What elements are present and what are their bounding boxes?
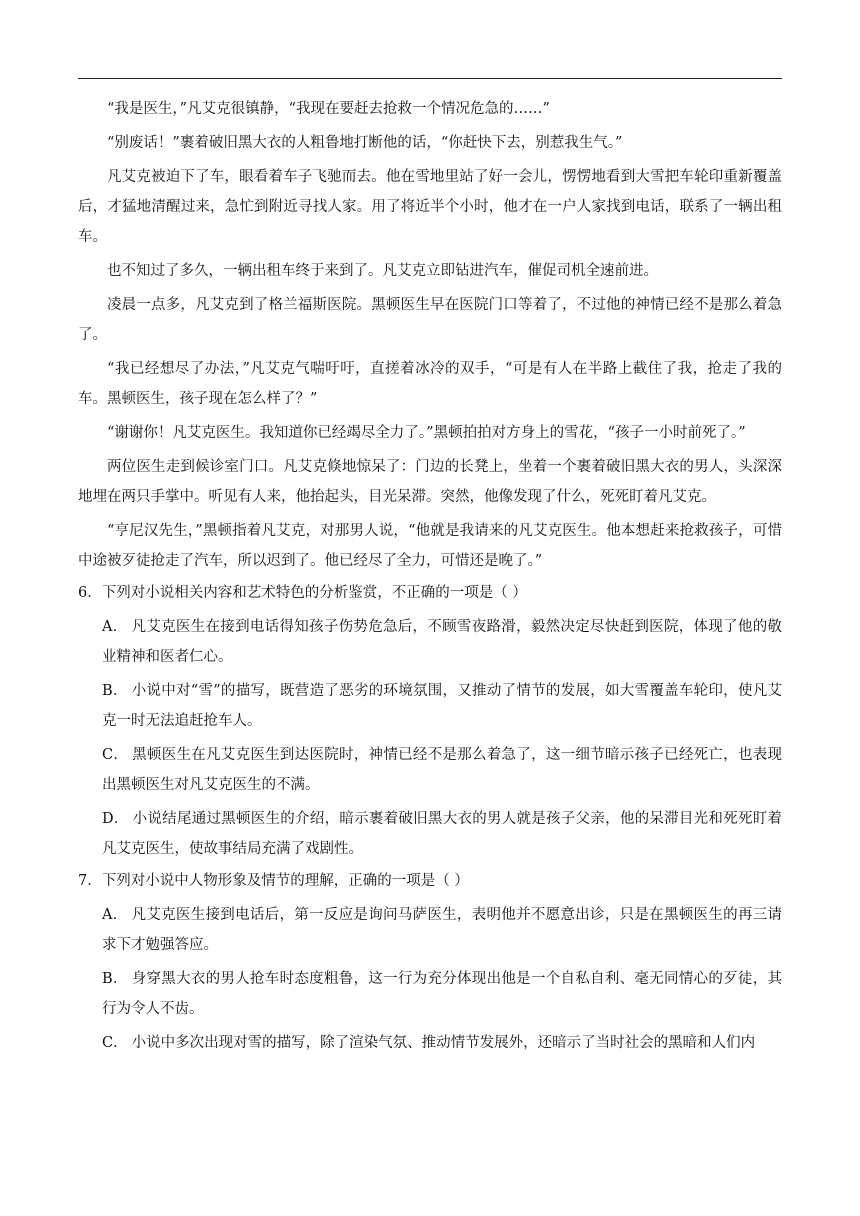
paragraph: 两位医生走到候诊室门口。凡艾克倏地惊呆了：门边的长凳上，坐着一个裹着破旧黑大衣的男人，头深深地埋在两只手掌中。听见有人来，他抬起头，目光呆滞。突然，他像发现了什么，死死盯着凡艾克。 bbox=[78, 459, 782, 505]
option-text: 凡艾克医生接到电话后，第一反应是询问马萨医生，表明他并不愿意出诊，只是在黑顿医生的再三请求下才勉强答应。 bbox=[102, 907, 782, 953]
option-label: C． bbox=[102, 747, 129, 763]
option-b bbox=[78, 676, 782, 736]
option-text: 凡艾克医生在接到电话得知孩子伤势危急后，不顾雪夜路滑，毅然决定尽快赶到医院，体现了他的敬业精神和医者仁心。 bbox=[102, 619, 782, 665]
paragraph: “我是医生，”凡艾克很镇静，“我现在要赶去抢救一个情况危急的……” bbox=[107, 101, 550, 117]
paragraph: “谢谢你！凡艾克医生。我知道你已经竭尽全力了。”黑顿拍拍对方身上的雪花，“孩子一小时前死了。” bbox=[107, 425, 746, 441]
option-text: 小说中对“雪”的描写，既营造了恶劣的环境氛围，又推动了情节的发展，如大雪覆盖车轮印，使凡艾克一时无法追赶抢车人。 bbox=[102, 683, 782, 729]
option-label: C． bbox=[102, 1035, 128, 1051]
option-text: 身穿黑大衣的男人抢车时态度粗鲁，这一行为充分体现出他是一个自私自利、毫无同情心的歹徒，其行为令人不齿。 bbox=[102, 971, 783, 1017]
story-text bbox=[78, 94, 782, 576]
option-text: 黑顿医生在凡艾克医生到达医院时，神情已经不是那么着急了，这一细节暗示孩子已经死亡，也表现出黑顿医生对凡艾克医生的不满。 bbox=[102, 747, 782, 793]
paragraph: “别废话！”裹着破旧黑大衣的人粗鲁地打断他的话，“你赶快下去，别惹我生气。” bbox=[107, 135, 623, 151]
paragraph: 凌晨一点多，凡艾克到了格兰福斯医院。黑顿医生早在医院门口等着了，不过他的神情已经不是那么着急了。 bbox=[78, 297, 782, 343]
option-text: 小说结尾通过黑顿医生的介绍，暗示裹着破旧黑大衣的男人就是孩子父亲，他的呆滞目光和死死盯着凡艾克医生，使故事结局充满了戏剧性。 bbox=[102, 811, 782, 857]
question-7 bbox=[78, 866, 782, 1058]
option-b bbox=[78, 964, 782, 1024]
option-a bbox=[78, 612, 782, 672]
header-rule bbox=[78, 78, 782, 79]
option-label: A． bbox=[102, 907, 128, 923]
option-text: 小说中多次出现对雪的描写，除了渲染气氛、推动情节发展外，还暗示了当时社会的黑暗和人们内 bbox=[131, 1035, 756, 1051]
option-label: A． bbox=[102, 619, 128, 635]
question-title: 6．下列对小说相关内容和艺术特色的分析鉴赏，不正确的一项是（ ） bbox=[78, 585, 527, 601]
paragraph: 也不知过了多久，一辆出租车终于来到了。凡艾克立即钻进汽车，催促司机全速前进。 bbox=[107, 263, 658, 279]
option-d bbox=[78, 804, 782, 864]
question-title: 7．下列对小说中人物形象及情节的理解，正确的一项是（ ） bbox=[78, 873, 469, 889]
paragraph: “亨尼汉先生，”黑顿指着凡艾克，对那男人说，“他就是我请来的凡艾克医生。他本想赶来抢救孩子，可惜中途被歹徒抢走了汽车，所以迟到了。他已经尽了全力，可惜还是晚了。” bbox=[78, 523, 782, 569]
paragraph: 凡艾克被迫下了车，眼看着车子飞驰而去。他在雪地里站了好一会儿，愣愣地看到大雪把车轮印重新覆盖后，才猛地清醒过来，急忙到附近寻找人家。用了将近半个小时，他才在一户人家找到电话，联系了一辆出租车。 bbox=[78, 169, 782, 245]
option-c bbox=[78, 740, 782, 800]
paragraph: “我已经想尽了办法，”凡艾克气喘吁吁，直搓着冰冷的双手，“可是有人在半路上截住了我，抢走了我的车。黑顿医生，孩子现在怎么样了？” bbox=[78, 361, 782, 407]
document-body bbox=[78, 94, 782, 1058]
option-c bbox=[78, 1028, 782, 1058]
option-label: D． bbox=[102, 811, 129, 827]
question-6 bbox=[78, 578, 782, 864]
option-label: B． bbox=[102, 971, 128, 987]
option-label: B． bbox=[102, 683, 128, 699]
option-a bbox=[78, 900, 782, 960]
